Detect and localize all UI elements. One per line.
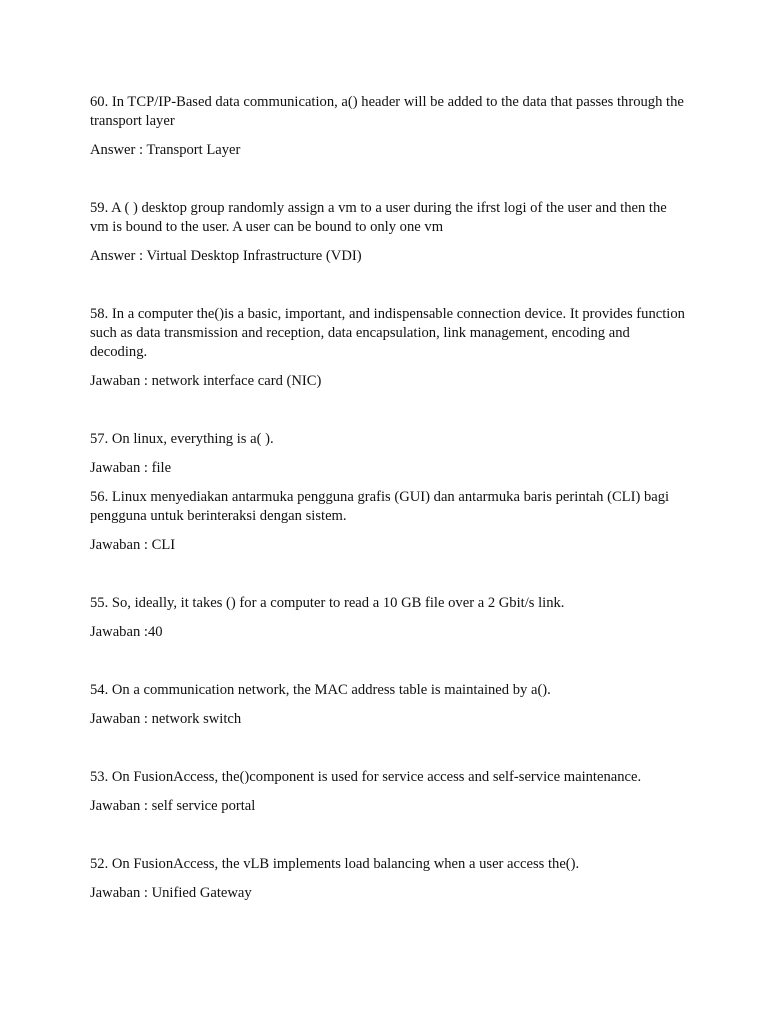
answer-text: Jawaban : CLI [90, 537, 176, 553]
question-text: 53. On FusionAccess, the()component is used for service access and self-service maintenance. [90, 769, 642, 785]
answer-text: Jawaban : network switch [90, 711, 242, 727]
qa-item-55 [90, 594, 688, 642]
qa-item-60 [90, 93, 688, 160]
answer-text: Jawaban : self service portal [90, 798, 256, 814]
qa-item-56 [90, 488, 688, 555]
answer-text: Answer : Transport Layer [90, 142, 241, 158]
qa-item-52 [90, 855, 688, 903]
qa-item-59 [90, 199, 688, 266]
qa-item-57 [90, 430, 688, 478]
qa-item-53 [90, 768, 688, 816]
question-text: 59. A ( ) desktop group randomly assign a vm to a user during the ifrst logi of the user and then the vm is bound to the user. A user can be bound to only one vm [90, 200, 667, 235]
question-text: 56. Linux menyediakan antarmuka pengguna grafis (GUI) dan antarmuka baris perintah (CLI) bagi pengguna untuk berinteraksi dengan sistem. [90, 489, 670, 524]
question-text: 52. On FusionAccess, the vLB implements load balancing when a user access the(). [90, 856, 580, 872]
question-text: 54. On a communication network, the MAC address table is maintained by a(). [90, 682, 551, 698]
qa-item-54 [90, 681, 688, 729]
question-text: 57. On linux, everything is a( ). [90, 431, 274, 447]
answer-text: Jawaban : file [90, 460, 172, 476]
question-text: 60. In TCP/IP-Based data communication, a() header will be added to the data that passes through the transport layer [90, 94, 684, 129]
qa-item-58 [90, 305, 688, 391]
question-text: 55. So, ideally, it takes () for a computer to read a 10 GB file over a 2 Gbit/s link. [90, 595, 565, 611]
answer-text: Jawaban :40 [90, 624, 163, 640]
answer-text: Jawaban : Unified Gateway [90, 885, 252, 901]
question-text: 58. In a computer the()is a basic, important, and indispensable connection device. It provides function such as data transmission and reception, data encapsulation, link management, encoding and decoding. [90, 306, 685, 360]
answer-text: Answer : Virtual Desktop Infrastructure (VDI) [90, 248, 362, 264]
answer-text: Jawaban : network interface card (NIC) [90, 373, 322, 389]
